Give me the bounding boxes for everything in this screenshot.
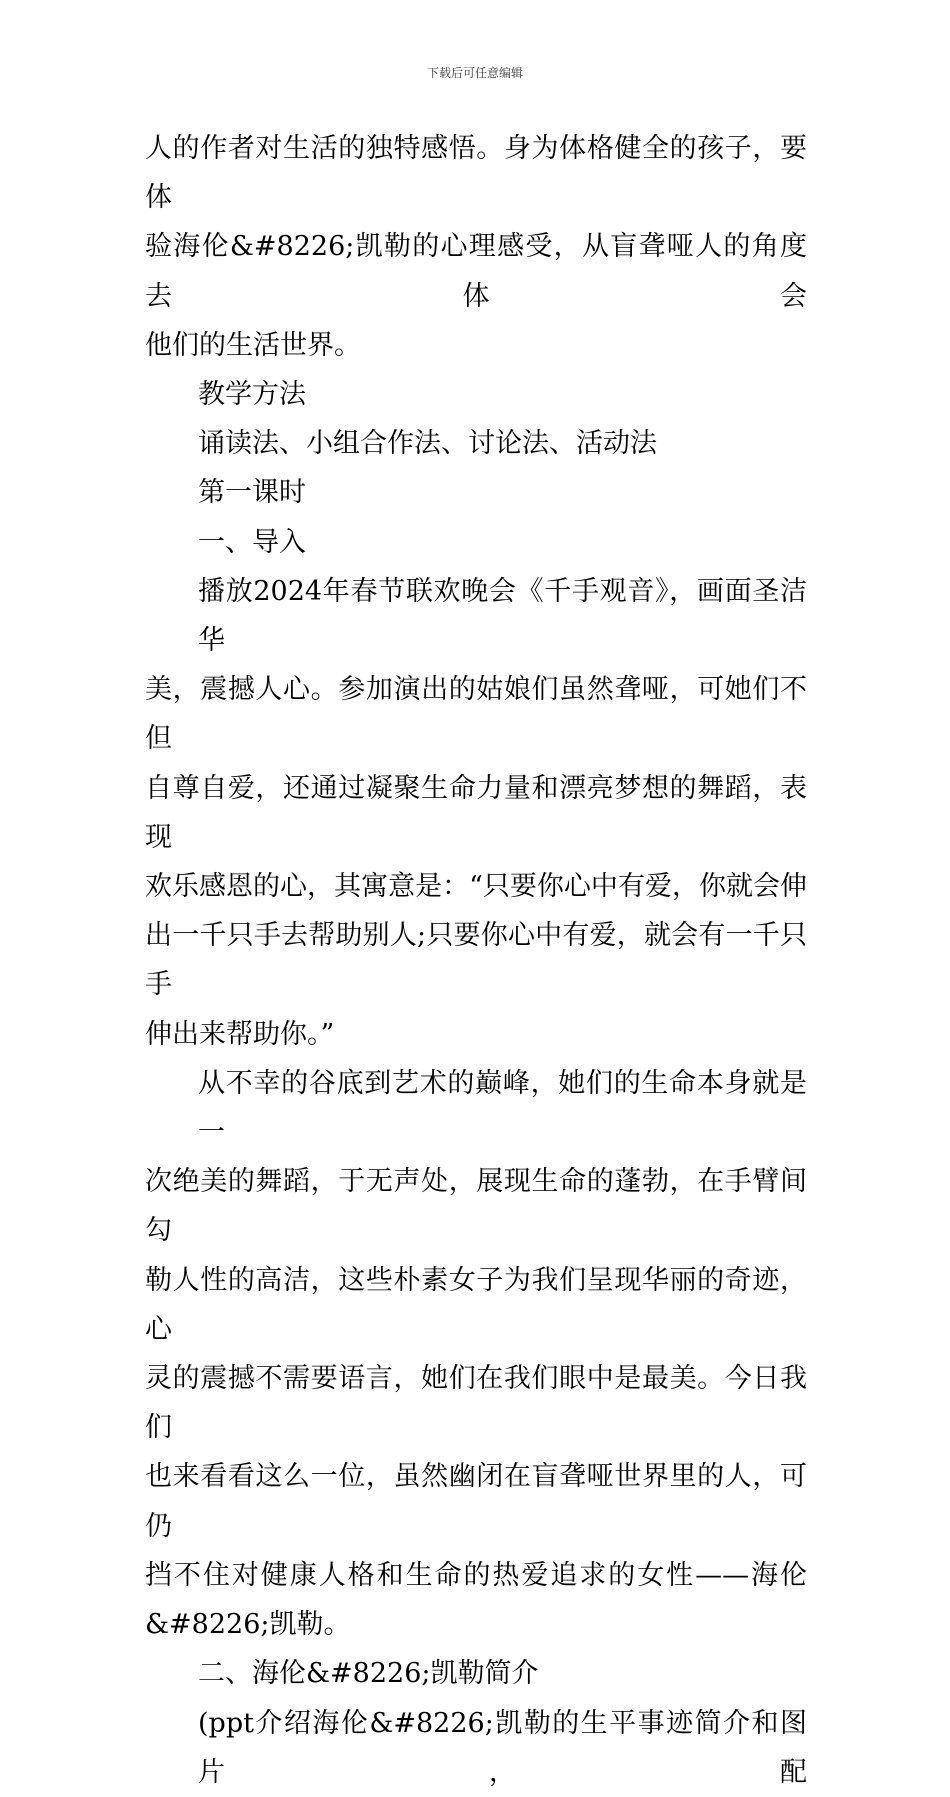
document-body [145, 124, 807, 1797]
section-two-heading: 二、海伦&#8226;凯勒简介 [198, 1658, 539, 1690]
header-note: 下载后可任意编辑 [426, 66, 523, 80]
text-line: 次绝美的舞蹈，于无声处，展现生命的蓬勃，在手臂间勾 [145, 1166, 807, 1247]
text-line: (ppt介绍海伦&#8226;凯勒的生平事迹简介和图片，配 [198, 1707, 807, 1788]
text-line: 他们的生活世界。 [145, 329, 361, 361]
text-line: 从不幸的谷底到艺术的巅峰，她们的生命本身就是一 [198, 1067, 807, 1149]
text-line: 勒人性的高洁，这些朴素女子为我们呈现华丽的奇迹，心 [145, 1264, 807, 1345]
text-line: 灵的震撼不需要语言，她们在我们眼中是最美。今日我们 [145, 1363, 807, 1444]
paragraph-introduction [145, 567, 807, 1059]
text-line: &#8226;凯勒。 [145, 1609, 351, 1641]
paragraph-reflection [145, 1059, 807, 1649]
text-line: 出一千只手去帮助别人;只要你心中有爱，就会有一千只手 [145, 920, 807, 1001]
text-line: 伸出来帮助你。” [145, 1018, 335, 1050]
text-line: 美，震撼人心。参加演出的姑娘们虽然聋哑，可她们不但 [145, 674, 807, 755]
text-line: 验海伦&#8226;凯勒的心理感受，从盲聋哑人的角度去体会 [145, 231, 807, 312]
teaching-method-heading: 教学方法 [198, 379, 306, 411]
paragraph-intro-continuation [145, 124, 807, 370]
text-line: 欢乐感恩的心，其寓意是：“只要你心中有爱，你就会伸 [145, 871, 807, 903]
paragraph-ppt-intro [145, 1699, 807, 1797]
text-line: 挡不住对健康人格和生命的热爱追求的女性——海伦 [145, 1559, 807, 1591]
lesson-one-heading: 第一课时 [198, 477, 306, 509]
text-line: 也来看看这么一位，虽然幽闭在盲聋哑世界里的人，可仍 [145, 1461, 807, 1542]
teaching-methods-list: 诵读法、小组合作法、讨论法、活动法 [198, 428, 657, 460]
text-line: 人的作者对生活的独特感悟。身为体格健全的孩子，要体 [145, 133, 807, 214]
text-line: 自尊自爱，还通过凝聚生命力量和漂亮梦想的舞蹈，表现 [145, 772, 807, 853]
section-one-heading: 一、导入 [198, 526, 306, 558]
text-line: 播放2024年春节联欢晚会《千手观音》，画面圣洁华 [198, 575, 807, 657]
